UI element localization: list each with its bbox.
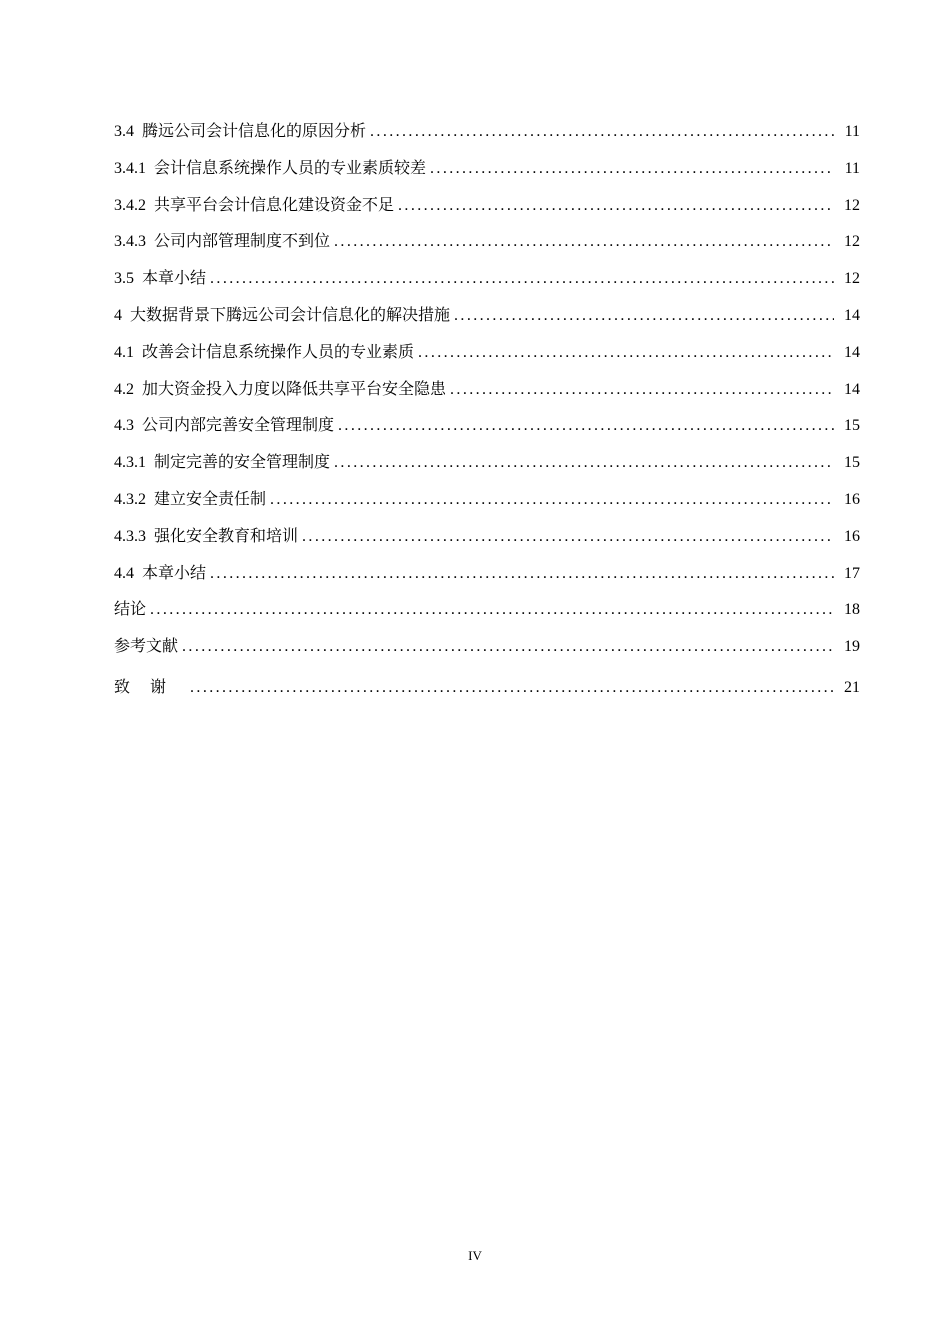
dot-leader xyxy=(190,673,834,703)
toc-entry-number: 4.1 xyxy=(114,343,134,361)
toc-entry-title: 大数据背景下腾远公司会计信息化的解决措施 xyxy=(130,304,451,324)
toc-entry-number: 4.3 xyxy=(114,417,134,435)
toc-entry-3-4-3[interactable] xyxy=(114,226,860,263)
dot-leader xyxy=(210,559,834,589)
toc-entry-references[interactable] xyxy=(114,631,860,668)
toc-entry-title: 共享平台会计信息化建设资金不足 xyxy=(154,194,395,214)
toc-entry-title: 制定完善的安全管理制度 xyxy=(154,452,331,472)
toc-entry-4-3-3[interactable] xyxy=(114,521,860,558)
toc-entry-number: 4 xyxy=(114,306,122,324)
toc-entry-3-4-2[interactable] xyxy=(114,190,860,227)
dot-leader xyxy=(450,375,834,405)
toc-entry-page: 14 xyxy=(844,343,860,361)
toc-entry-number: 3.4 xyxy=(114,123,134,140)
toc-entry-3-5[interactable] xyxy=(114,263,860,300)
toc-entry-number: 4.3.2 xyxy=(114,490,146,508)
dot-leader xyxy=(370,117,834,147)
dot-leader xyxy=(210,264,834,294)
toc-entry-page: 11 xyxy=(844,159,860,177)
toc-entry-page: 19 xyxy=(844,638,860,656)
toc-entry-page: 16 xyxy=(844,490,860,508)
toc-entry-page: 15 xyxy=(844,417,860,435)
toc-entry-page: 15 xyxy=(844,454,860,472)
toc-entry-title: 改善会计信息系统操作人员的专业素质 xyxy=(142,341,415,361)
toc-entry-page: 18 xyxy=(844,601,860,619)
toc-entry-4-2[interactable] xyxy=(114,374,860,411)
toc-entry-4-4[interactable] xyxy=(114,558,860,595)
toc-entry-number: 3.4.2 xyxy=(114,196,146,214)
dot-leader xyxy=(150,595,834,625)
dot-leader xyxy=(430,154,834,184)
toc-entry-page: 12 xyxy=(844,270,860,288)
toc-entry-title: 本章小结 xyxy=(142,562,207,582)
toc-entry-page: 16 xyxy=(844,527,860,545)
toc-entry-title: 强化安全教育和培训 xyxy=(154,525,299,545)
toc-entry-page: 17 xyxy=(844,564,860,582)
dot-leader xyxy=(418,338,834,368)
toc-entry-page: 21 xyxy=(844,678,860,696)
dot-leader xyxy=(398,191,834,221)
dot-leader xyxy=(182,632,834,662)
toc-entry-number: 4.3.3 xyxy=(114,527,146,545)
toc-entry-3-4-1[interactable] xyxy=(114,153,860,190)
toc-entry-4-3-1[interactable] xyxy=(114,447,860,484)
toc-entry-page: 11 xyxy=(844,123,860,140)
toc-entry-acknowledgements[interactable] xyxy=(114,672,860,709)
page-number: IV xyxy=(468,1248,482,1263)
toc-entry-number: 3.5 xyxy=(114,270,134,288)
toc-entry-title: 加大资金投入力度以降低共享平台安全隐患 xyxy=(142,378,447,398)
toc-entry-number: 4.2 xyxy=(114,380,134,398)
toc-entry-title: 致谢 xyxy=(114,676,187,696)
dot-leader xyxy=(270,485,834,515)
toc-entry-title: 结论 xyxy=(114,599,147,619)
toc-entry-conclusion[interactable] xyxy=(114,594,860,631)
toc-entry-4-3[interactable] xyxy=(114,410,860,447)
dot-leader xyxy=(334,448,834,478)
toc-entry-title: 公司内部完善安全管理制度 xyxy=(142,415,335,435)
toc-entry-page: 12 xyxy=(844,233,860,251)
toc-entry-3-4[interactable] xyxy=(114,116,860,153)
toc-entry-number: 4.3.1 xyxy=(114,454,146,472)
toc-entry-page: 12 xyxy=(844,196,860,214)
dot-leader xyxy=(302,522,834,552)
toc-entry-title: 腾远公司会计信息化的原因分析 xyxy=(142,121,367,140)
toc-entry-title: 参考文献 xyxy=(114,636,179,656)
toc-entry-page: 14 xyxy=(844,380,860,398)
dot-leader xyxy=(454,301,834,331)
toc-entry-title: 会计信息系统操作人员的专业素质较差 xyxy=(154,157,427,177)
toc-entry-number: 3.4.1 xyxy=(114,159,146,177)
toc-entry-number: 3.4.3 xyxy=(114,233,146,251)
toc-entry-title: 公司内部管理制度不到位 xyxy=(154,231,331,251)
dot-leader xyxy=(334,227,834,257)
toc-entry-4-3-2[interactable] xyxy=(114,484,860,521)
toc-entry-4-1[interactable] xyxy=(114,337,860,374)
toc-entry-number: 4.4 xyxy=(114,564,134,582)
toc-entry-title: 本章小结 xyxy=(142,268,207,288)
dot-leader xyxy=(338,411,834,441)
toc-entry-page: 14 xyxy=(844,306,860,324)
toc-entry-title: 建立安全责任制 xyxy=(154,488,267,508)
toc-entry-4[interactable] xyxy=(114,300,860,337)
table-of-contents xyxy=(114,116,860,709)
